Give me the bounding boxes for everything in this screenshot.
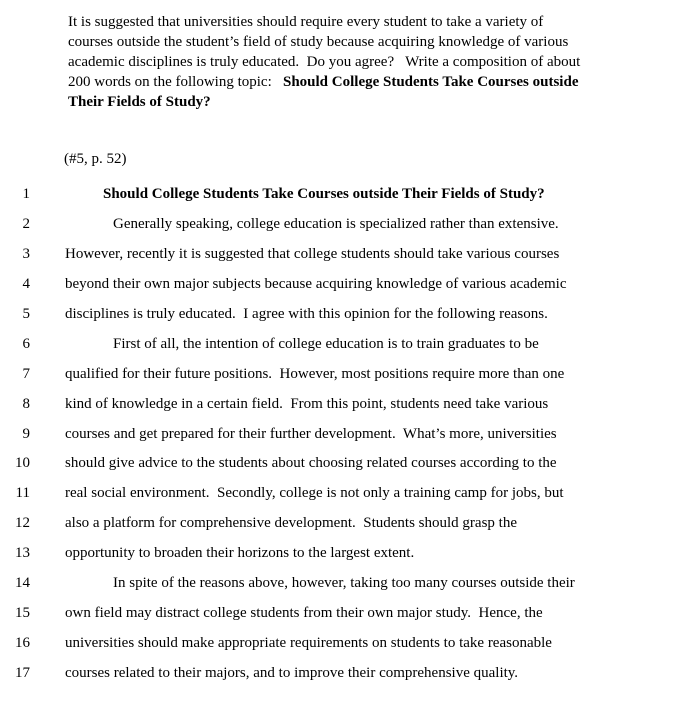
essay-line-text: courses related to their majors, and to improve their comprehensive quality. bbox=[65, 665, 519, 681]
essay-line bbox=[0, 270, 683, 300]
essay-line bbox=[0, 390, 683, 420]
essay-line bbox=[0, 240, 683, 270]
essay-line bbox=[0, 449, 683, 479]
essay-body bbox=[0, 180, 683, 689]
essay-line-text: However, recently it is suggested that college students should take various courses bbox=[65, 245, 560, 262]
essay-line bbox=[0, 479, 683, 509]
essay-line bbox=[0, 420, 683, 450]
essay-line-text: qualified for their future positions. However, most positions require more than one bbox=[65, 365, 565, 382]
prompt-paragraph bbox=[68, 12, 668, 112]
prompt-line bbox=[68, 72, 668, 92]
essay-line-text: universities should make appropriate requirements on students to take reasonable bbox=[65, 635, 552, 652]
line-number: 17 bbox=[15, 665, 30, 681]
line-number: 2 bbox=[22, 215, 30, 232]
prompt-topic-bold: Should College Students Take Courses outside bbox=[282, 74, 579, 90]
essay-line-text: also a platform for comprehensive development. Students should grasp the bbox=[65, 515, 517, 532]
line-number: 14 bbox=[15, 575, 30, 592]
prompt-line bbox=[68, 12, 668, 32]
prompt-text-segment: academic disciplines is truly educated. Do you agree? Write a composition of about bbox=[68, 54, 581, 70]
essay-line bbox=[0, 539, 683, 569]
essay-line-text: should give advice to the students about choosing related courses according to the bbox=[65, 455, 557, 472]
prompt-text-segment: courses outside the student’s field of study because acquiring knowledge of various bbox=[68, 34, 569, 50]
line-number: 4 bbox=[22, 275, 30, 292]
essay-line bbox=[0, 330, 683, 360]
line-number: 6 bbox=[22, 335, 30, 352]
essay-line-text: own field may distract college students from their own major study. Hence, the bbox=[65, 605, 543, 622]
prompt-text-segment: 200 words on the following topic: bbox=[68, 74, 283, 90]
line-number: 16 bbox=[15, 635, 30, 652]
prompt-line bbox=[68, 32, 668, 52]
line-number: 5 bbox=[22, 305, 30, 322]
essay-line bbox=[0, 599, 683, 629]
essay-line-text: In spite of the reasons above, however, taking too many courses outside their bbox=[113, 575, 575, 592]
essay-line bbox=[0, 300, 683, 330]
essay-line bbox=[0, 360, 683, 390]
essay-line-text: Generally speaking, college education is specialized rather than extensive. bbox=[113, 215, 559, 232]
essay-line bbox=[0, 569, 683, 599]
essay-line bbox=[0, 210, 683, 240]
essay-line bbox=[0, 180, 683, 210]
essay-line bbox=[0, 509, 683, 539]
prompt-text-segment: It is suggested that universities should require every student to take a variety of bbox=[68, 14, 544, 30]
essay-line-text: kind of knowledge in a certain field. From this point, students need take various bbox=[65, 395, 549, 412]
line-number: 1 bbox=[22, 186, 30, 202]
line-number: 13 bbox=[15, 545, 30, 562]
essay-line-text: opportunity to broaden their horizons to the largest extent. bbox=[65, 545, 415, 562]
essay-line-text: beyond their own major subjects because acquiring knowledge of various academic bbox=[65, 275, 567, 292]
line-number: 15 bbox=[15, 605, 30, 622]
reference-label: (#5, p. 52) bbox=[64, 151, 127, 167]
line-number: 8 bbox=[22, 395, 30, 412]
essay-line-text: real social environment. Secondly, college is not only a training camp for jobs, but bbox=[65, 485, 564, 502]
essay-line-text: courses and get prepared for their further development. What’s more, universities bbox=[65, 425, 557, 442]
line-number: 11 bbox=[15, 485, 30, 502]
prompt-line bbox=[68, 92, 668, 112]
prompt-line bbox=[68, 52, 668, 72]
essay-line bbox=[0, 659, 683, 689]
line-number: 9 bbox=[22, 425, 30, 442]
essay-line-text: disciplines is truly educated. I agree with this opinion for the following reasons. bbox=[65, 305, 548, 322]
line-number: 10 bbox=[15, 455, 30, 472]
essay-line bbox=[0, 629, 683, 659]
essay-line-text: First of all, the intention of college education is to train graduates to be bbox=[113, 335, 539, 352]
essay-title: Should College Students Take Courses outside Their Fields of Study? bbox=[103, 186, 545, 202]
line-number: 7 bbox=[22, 365, 30, 382]
line-number: 3 bbox=[22, 245, 30, 262]
line-number: 12 bbox=[15, 515, 30, 532]
prompt-topic-bold: Their Fields of Study? bbox=[68, 94, 211, 110]
